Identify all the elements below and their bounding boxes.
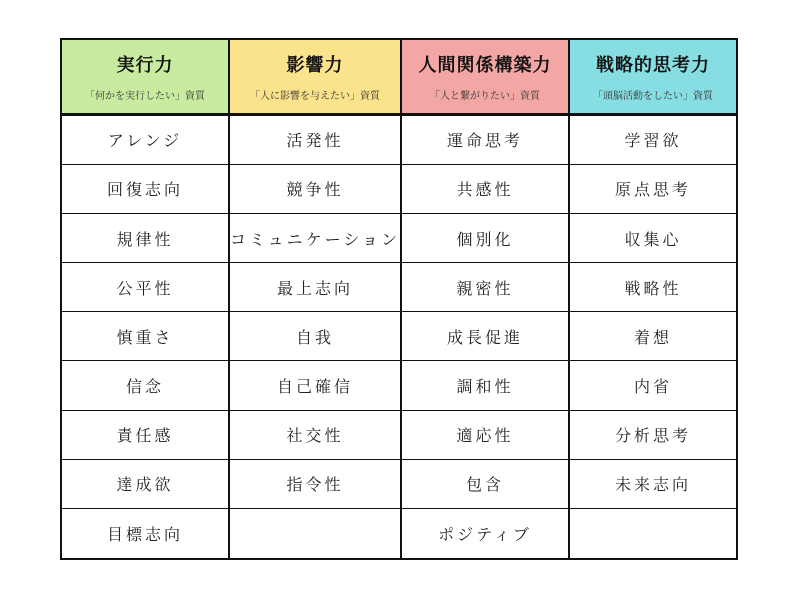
column-header (62, 40, 228, 116)
table-cell: 競争性 (230, 165, 400, 214)
table-cell: 学習欲 (570, 116, 736, 165)
column-title: 実行力 (116, 54, 174, 76)
table-cell: 内省 (570, 361, 736, 410)
table-cell: 公平性 (62, 263, 228, 312)
table-cell: 包含 (402, 460, 568, 509)
column-relationship (402, 40, 570, 558)
table-cell: 運命思考 (402, 116, 568, 165)
table-cell: 回復志向 (62, 165, 228, 214)
table-cell: 適応性 (402, 411, 568, 460)
column-influencing (230, 40, 402, 558)
column-header (570, 40, 736, 116)
table-cell: 目標志向 (106, 524, 183, 544)
column-subtitle: 「何かを実行したい」資質 (84, 90, 205, 102)
table-cell: 調和性 (402, 361, 568, 410)
column-strategic (570, 40, 736, 558)
column-header (402, 40, 568, 116)
column-subtitle: 「頭脳活動をしたい」資質 (593, 90, 713, 102)
column-execution (62, 40, 230, 558)
table-cell: 成長促進 (402, 312, 568, 361)
table-cell: 着想 (570, 312, 736, 361)
table-cell: 慎重さ (62, 312, 228, 361)
table-cell: 達成欲 (62, 460, 228, 509)
column-subtitle: 「人に影響を与えたい」資質 (250, 90, 380, 102)
column-subtitle: 「人と繋がりたい」資質 (430, 90, 541, 102)
table-cell: 個別化 (402, 214, 568, 263)
table-cell: 親密性 (402, 263, 568, 312)
table-cell: 自己確信 (230, 361, 400, 410)
table-cell: 未来志向 (570, 460, 736, 509)
column-title: 人間関係構築力 (418, 54, 552, 76)
table-cell: ポジティブ (438, 524, 532, 544)
table-cell: 原点思考 (570, 165, 736, 214)
table-cell: 分析思考 (570, 411, 736, 460)
table-cell: アレンジ (62, 116, 228, 165)
table-cell: 最上志向 (230, 263, 400, 312)
table-cell: コミュニケーション (230, 214, 400, 263)
column-header (230, 40, 400, 116)
table-cell: 規律性 (62, 214, 228, 263)
column-title: 戦略的思考力 (596, 54, 710, 76)
table-cell: 自我 (230, 312, 400, 361)
table-cell (230, 509, 400, 558)
table-cell: 信念 (62, 361, 228, 410)
table-cell (570, 509, 736, 558)
table-cell: 責任感 (62, 411, 228, 460)
table-cell: 活発性 (230, 116, 400, 165)
table-cell: 収集心 (570, 214, 736, 263)
column-title: 影響力 (286, 54, 344, 76)
table-cell: 共感性 (402, 165, 568, 214)
table-cell: 指令性 (230, 460, 400, 509)
table-cell: 社交性 (230, 411, 400, 460)
table-cell: 戦略性 (570, 263, 736, 312)
strengths-table (60, 38, 738, 560)
